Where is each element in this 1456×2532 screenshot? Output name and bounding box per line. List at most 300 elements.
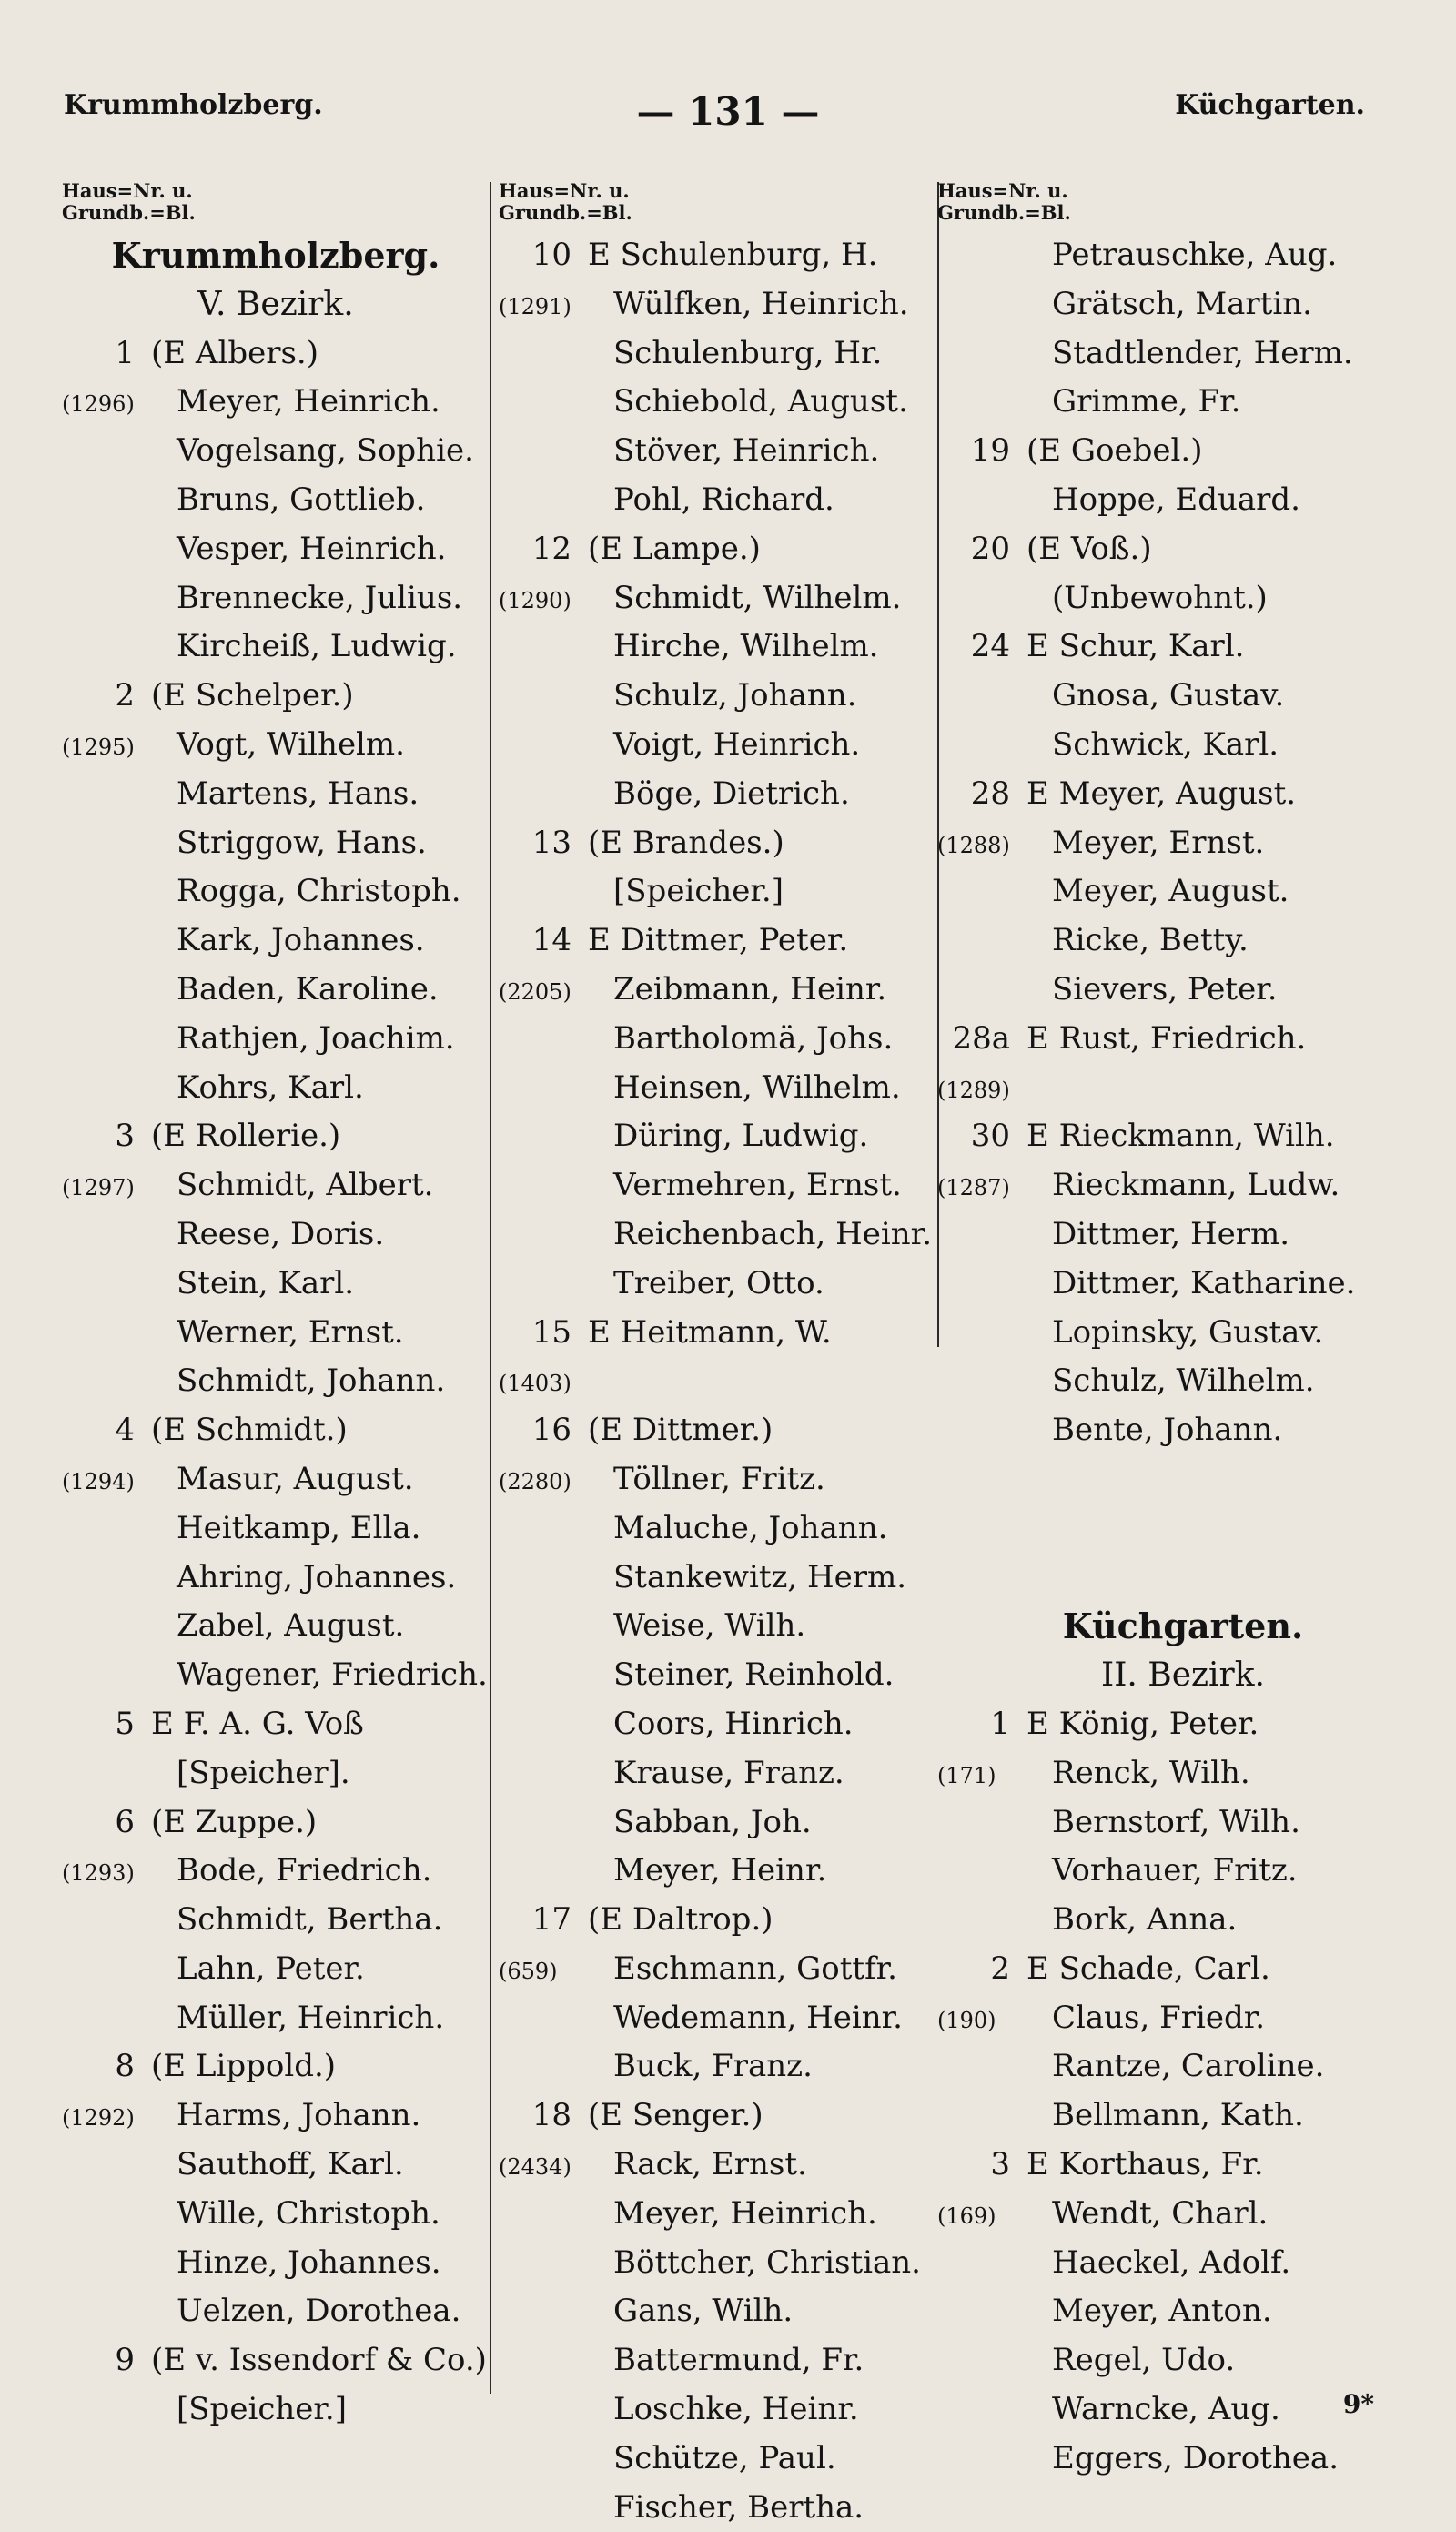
- column-head-line: Grundb.=Bl.: [937, 201, 1071, 224]
- list-item: [62, 1504, 490, 1554]
- resident-name: Schütze, Paul.: [613, 2439, 836, 2476]
- resident-name: Ahring, Johannes.: [177, 1558, 457, 1595]
- list-item: [62, 329, 490, 379]
- list-item: [499, 917, 935, 966]
- resident-name: Bode, Friedrich.: [177, 1852, 432, 1889]
- list-item: [62, 867, 490, 917]
- resident-name: Müller, Heinrich.: [177, 1999, 445, 2036]
- house-number: 2: [990, 1950, 1010, 1987]
- list-item: [62, 1357, 490, 1406]
- running-head-left: Krummholzberg.: [64, 89, 323, 121]
- resident-name: Meyer, Heinr.: [613, 1852, 827, 1889]
- list-item: [499, 721, 935, 770]
- resident-name: Kohrs, Karl.: [177, 1069, 364, 1106]
- list-item: [499, 280, 935, 329]
- resident-name: Uelzen, Dorothea.: [177, 2293, 461, 2330]
- house-number: 6: [115, 1803, 135, 1840]
- list-item: [937, 1945, 1429, 1994]
- resident-name: (Unbewohnt.): [1052, 579, 1268, 616]
- list-item: [499, 1504, 935, 1554]
- house-number: 10: [531, 237, 571, 273]
- resident-name: (E Voß.): [1026, 530, 1152, 567]
- resident-name: Stein, Karl.: [177, 1264, 355, 1301]
- house-number: 16: [531, 1412, 571, 1449]
- resident-name: Schmidt, Johann.: [177, 1362, 446, 1400]
- list-item: [62, 1896, 490, 1945]
- resident-name: Meyer, Heinrich.: [613, 2194, 877, 2232]
- list-item: [499, 427, 935, 476]
- entry-list: [937, 231, 1429, 2484]
- house-number: 28a: [952, 1019, 1010, 1057]
- resident-name: Vermehren, Ernst.: [613, 1167, 902, 1204]
- resident-name: (E Lampe.): [588, 530, 761, 567]
- resident-name: Bernstorf, Wilh.: [1052, 1803, 1300, 1840]
- list-item: [62, 1406, 490, 1455]
- list-item: [937, 1161, 1429, 1210]
- resident-name: (E v. Issendorf & Co.): [151, 2342, 487, 2379]
- land-register-number: (1292): [62, 2105, 135, 2132]
- resident-name: Rieckmann, Ludw.: [1052, 1167, 1340, 1204]
- resident-name: Heinsen, Wilhelm.: [613, 1069, 901, 1106]
- resident-name: E Meyer, August.: [1026, 775, 1297, 812]
- resident-name: Rogga, Christoph.: [177, 873, 461, 910]
- resident-name: Bork, Anna.: [1052, 1901, 1238, 1939]
- resident-name: Dittmer, Herm.: [1052, 1215, 1290, 1252]
- resident-name: Fischer, Bertha.: [613, 2488, 864, 2526]
- resident-name: Böttcher, Christian.: [613, 2243, 921, 2281]
- list-item: [499, 476, 935, 525]
- list-item: [937, 525, 1429, 574]
- list-item: [499, 1651, 935, 1700]
- resident-name: Gans, Wilh.: [613, 2293, 794, 2330]
- list-item: [937, 721, 1429, 770]
- resident-name: Wülfken, Heinrich.: [613, 285, 909, 322]
- column-head-line: Haus=Nr. u.: [937, 179, 1068, 202]
- list-item: [62, 1309, 490, 1358]
- resident-name: Rack, Ernst.: [613, 2146, 807, 2183]
- list-item: [937, 2091, 1429, 2141]
- list-item: [499, 672, 935, 721]
- resident-name: Lahn, Peter.: [177, 1950, 365, 1987]
- land-register-number: (1290): [499, 587, 571, 613]
- resident-name: Pohl, Richard.: [613, 481, 834, 518]
- blank-line: [937, 1554, 1429, 1603]
- resident-name: Claus, Friedr.: [1052, 1999, 1266, 2036]
- land-register-number: (1294): [62, 1468, 135, 1494]
- resident-name: Vorhauer, Fritz.: [1052, 1852, 1298, 1889]
- house-number: 14: [531, 922, 571, 959]
- land-register-number: (1403): [499, 1371, 571, 1397]
- resident-name: (E Albers.): [151, 334, 318, 371]
- resident-name: Reichenbach, Heinr.: [613, 1215, 933, 1252]
- resident-name: Zabel, August.: [177, 1607, 405, 1645]
- resident-name: Vesper, Heinrich.: [177, 530, 447, 567]
- list-item: [937, 917, 1429, 966]
- list-item: [62, 966, 490, 1015]
- resident-name: Töllner, Fritz.: [613, 1460, 825, 1497]
- resident-name: Rantze, Caroline.: [1052, 2048, 1325, 2085]
- resident-name: Baden, Karoline.: [177, 970, 439, 1008]
- list-item: [62, 819, 490, 868]
- land-register-number: (2280): [499, 1468, 571, 1494]
- resident-name: Schiebold, August.: [613, 383, 908, 420]
- list-item: [499, 1309, 935, 1358]
- list-item: [499, 1064, 935, 1113]
- list-item: [937, 2042, 1429, 2091]
- list-item: [499, 1749, 935, 1798]
- column-3: [937, 180, 1429, 2484]
- land-register-number: (2205): [499, 978, 571, 1005]
- list-item: [499, 1112, 935, 1161]
- list-item: [62, 1749, 490, 1798]
- resident-name: (E Rollerie.): [151, 1118, 341, 1155]
- list-item: [62, 525, 490, 574]
- list-item: [62, 672, 490, 721]
- resident-name: Grätsch, Martin.: [1052, 285, 1312, 322]
- resident-name: Böge, Dietrich.: [613, 775, 850, 812]
- resident-name: Voigt, Heinrich.: [613, 725, 861, 763]
- column-head: [62, 180, 490, 224]
- list-item: [62, 1112, 490, 1161]
- list-item: [499, 2484, 935, 2532]
- house-number: 8: [115, 2048, 135, 2085]
- house-number: 5: [115, 1705, 135, 1742]
- resident-name: Krause, Franz.: [613, 1754, 844, 1791]
- resident-name: Vogelsang, Sophie.: [177, 432, 474, 470]
- list-item: [499, 2435, 935, 2484]
- list-item: [937, 574, 1429, 623]
- list-item: [937, 1015, 1429, 1064]
- resident-name: E Dittmer, Peter.: [588, 922, 849, 959]
- sheet-signature: 9*: [1342, 2389, 1374, 2419]
- list-item: [62, 2042, 490, 2091]
- list-item: [499, 966, 935, 1015]
- list-item: [62, 2287, 490, 2336]
- list-item: [937, 1309, 1429, 1358]
- house-number: 24: [970, 628, 1010, 665]
- land-register-number: (169): [937, 2203, 996, 2229]
- list-item: [499, 1945, 935, 1994]
- resident-name: Steiner, Reinhold.: [613, 1656, 895, 1694]
- list-item: [499, 770, 935, 819]
- district-label: V. Bezirk.: [197, 285, 354, 323]
- list-item: [62, 1700, 490, 1749]
- resident-name: Regel, Udo.: [1052, 2342, 1236, 2379]
- resident-name: Buck, Franz.: [613, 2048, 813, 2085]
- entry-list: [499, 231, 935, 2532]
- resident-name: Gnosa, Gustav.: [1052, 677, 1285, 714]
- resident-name: [Speicher.]: [177, 2391, 347, 2428]
- resident-name: Wedemann, Heinr.: [613, 1999, 903, 2036]
- resident-name: Meyer, Anton.: [1052, 2293, 1272, 2330]
- list-item: [499, 1406, 935, 1455]
- house-number: 9: [115, 2342, 135, 2379]
- list-item: [499, 819, 935, 868]
- resident-name: Weise, Wilh.: [613, 1607, 806, 1645]
- land-register-number: (659): [499, 1958, 558, 1984]
- resident-name: Schmidt, Wilhelm.: [613, 579, 902, 616]
- resident-name: Hirche, Wilhelm.: [613, 628, 879, 665]
- resident-name: [Speicher.]: [613, 873, 784, 910]
- resident-name: Zeibmann, Heinr.: [613, 970, 887, 1008]
- resident-name: (E Brandes.): [588, 824, 784, 861]
- house-number: 4: [115, 1412, 135, 1449]
- list-item: [937, 1847, 1429, 1896]
- resident-name: (E Schmidt.): [151, 1412, 348, 1449]
- list-item: [499, 623, 935, 672]
- house-number: 19: [970, 432, 1010, 470]
- list-item: [937, 1749, 1429, 1798]
- list-item: [62, 1161, 490, 1210]
- resident-name: (E Dittmer.): [588, 1412, 774, 1449]
- list-item: [937, 623, 1429, 672]
- list-item: [62, 2190, 490, 2239]
- house-number: 17: [531, 1901, 571, 1939]
- list-item: [62, 1455, 490, 1504]
- running-head-right: Küchgarten.: [1175, 89, 1365, 121]
- list-item: [499, 2190, 935, 2239]
- list-item: [62, 2091, 490, 2141]
- resident-name: Haeckel, Adolf.: [1052, 2243, 1291, 2281]
- list-item: [62, 721, 490, 770]
- list-item: [62, 623, 490, 672]
- list-item: [937, 966, 1429, 1015]
- list-item: [937, 1994, 1429, 2043]
- list-item: [937, 1357, 1429, 1406]
- resident-name: Vogt, Wilhelm.: [177, 725, 405, 763]
- house-number: 13: [531, 824, 571, 861]
- resident-name: Bente, Johann.: [1052, 1412, 1283, 1449]
- list-item: [937, 1260, 1429, 1309]
- resident-name: Coors, Hinrich.: [613, 1705, 854, 1742]
- list-item: [62, 1994, 490, 2043]
- resident-name: Ricke, Betty.: [1052, 922, 1249, 959]
- list-item: [499, 1700, 935, 1749]
- land-register-number: (1293): [62, 1860, 135, 1887]
- resident-name: [Speicher].: [177, 1754, 350, 1791]
- list-item: [62, 2239, 490, 2288]
- house-number: 3: [115, 1118, 135, 1155]
- entry-list: [62, 231, 490, 2435]
- resident-name: Hoppe, Eduard.: [1052, 481, 1300, 518]
- land-register-number: (1289): [937, 1077, 1010, 1103]
- list-item: [499, 1161, 935, 1210]
- resident-name: (E Goebel.): [1026, 432, 1203, 470]
- resident-name: Stankewitz, Herm.: [613, 1558, 907, 1595]
- blank-line: [937, 1504, 1429, 1554]
- list-item: [937, 2190, 1429, 2239]
- resident-name: Battermund, Fr.: [613, 2342, 864, 2379]
- resident-name: Heitkamp, Ella.: [177, 1509, 421, 1546]
- resident-name: Grimme, Fr.: [1052, 383, 1241, 420]
- list-item: [62, 1260, 490, 1309]
- resident-name: (E Senger.): [588, 2097, 763, 2134]
- resident-name: Sauthoff, Karl.: [177, 2146, 404, 2183]
- column-head-line: Haus=Nr. u.: [499, 179, 630, 202]
- resident-name: Stöver, Heinrich.: [613, 432, 880, 470]
- list-item: [499, 1896, 935, 1945]
- list-item: [62, 476, 490, 525]
- column-head-line: Grundb.=Bl.: [62, 201, 196, 224]
- list-item: [937, 2435, 1429, 2484]
- list-item: [499, 1210, 935, 1260]
- resident-name: (E Lippold.): [151, 2048, 337, 2085]
- list-item: [937, 1112, 1429, 1161]
- house-number: 12: [531, 530, 571, 567]
- list-item: [499, 1554, 935, 1603]
- resident-name: E Heitmann, W.: [588, 1313, 832, 1351]
- list-item: [62, 2336, 490, 2385]
- list-item: [499, 2239, 935, 2288]
- resident-name: Kircheiß, Ludwig.: [177, 628, 457, 665]
- resident-name: Schwick, Karl.: [1052, 725, 1279, 763]
- resident-name: E Schur, Karl.: [1026, 628, 1245, 665]
- list-item: [62, 1554, 490, 1603]
- resident-name: Martens, Hans.: [177, 775, 420, 812]
- street-title: Küchgarten.: [1062, 1605, 1304, 1647]
- land-register-number: (1295): [62, 734, 135, 760]
- resident-name: Meyer, Ernst.: [1052, 824, 1265, 861]
- land-register-number: (171): [937, 1762, 996, 1788]
- land-register-number: (1288): [937, 832, 1010, 858]
- list-item: [62, 1945, 490, 1994]
- list-item: [62, 378, 490, 427]
- resident-name: Reese, Doris.: [177, 1215, 385, 1252]
- list-item: [937, 2287, 1429, 2336]
- list-item: [937, 231, 1429, 280]
- resident-name: Düring, Ludwig.: [613, 1118, 869, 1155]
- list-item: [62, 427, 490, 476]
- resident-name: (E Schelper.): [151, 677, 354, 714]
- list-item: [937, 2336, 1429, 2385]
- resident-name: E F. A. G. Voß: [151, 1705, 364, 1742]
- land-register-number: (190): [937, 2007, 996, 2033]
- list-item: [62, 1798, 490, 1848]
- resident-name: E Rust, Friedrich.: [1026, 1019, 1307, 1057]
- resident-name: Warncke, Aug.: [1052, 2391, 1280, 2428]
- resident-name: Schmidt, Albert.: [177, 1167, 434, 1204]
- list-item: [499, 1357, 935, 1406]
- resident-name: Wendt, Charl.: [1052, 2194, 1269, 2232]
- column-2: [499, 180, 935, 2532]
- list-item: [62, 1602, 490, 1651]
- resident-name: Kark, Johannes.: [177, 922, 425, 959]
- list-item: [62, 2141, 490, 2190]
- list-item: [937, 672, 1429, 721]
- column-1: [62, 180, 490, 2435]
- list-item: [62, 770, 490, 819]
- list-item: [499, 1015, 935, 1064]
- list-item: [62, 2385, 490, 2435]
- list-item: [937, 2141, 1429, 2190]
- resident-name: Stadtlender, Herm.: [1052, 334, 1353, 371]
- resident-name: (E Daltrop.): [588, 1901, 774, 1939]
- house-number: 2: [115, 677, 135, 714]
- resident-name: Meyer, Heinrich.: [177, 383, 440, 420]
- land-register-number: (1291): [499, 293, 571, 319]
- list-item: [499, 867, 935, 917]
- resident-name: Maluche, Johann.: [613, 1509, 888, 1546]
- column-head: [499, 180, 935, 224]
- list-item: [499, 2385, 935, 2435]
- house-number: 3: [990, 2146, 1010, 2183]
- resident-name: Schulz, Wilhelm.: [1052, 1362, 1315, 1400]
- list-item: [499, 1260, 935, 1309]
- resident-name: Petrauschke, Aug.: [1052, 237, 1338, 273]
- column-head: [937, 180, 1429, 224]
- resident-name: Harms, Johann.: [177, 2097, 421, 2134]
- list-item: [499, 2141, 935, 2190]
- list-item: [62, 1064, 490, 1113]
- list-item: [499, 2091, 935, 2141]
- list-item: [499, 329, 935, 379]
- district-label: II. Bezirk.: [1100, 1656, 1266, 1695]
- resident-name: Wagener, Friedrich.: [177, 1656, 488, 1694]
- house-number: 20: [970, 530, 1010, 567]
- blank-line: [937, 1455, 1429, 1504]
- resident-name: Lopinsky, Gustav.: [1052, 1313, 1324, 1351]
- list-item: [62, 1015, 490, 1064]
- list-item: [62, 1210, 490, 1260]
- resident-name: Dittmer, Katharine.: [1052, 1264, 1356, 1301]
- list-item: [62, 1847, 490, 1896]
- resident-name: Renck, Wilh.: [1052, 1754, 1250, 1791]
- resident-name: Schulz, Johann.: [613, 677, 857, 714]
- list-item: [937, 378, 1429, 427]
- resident-name: Sievers, Peter.: [1052, 970, 1278, 1008]
- resident-name: E Schade, Carl.: [1026, 1950, 1270, 1987]
- page-number: — 131 —: [636, 89, 820, 134]
- resident-name: E Schulenburg, H.: [588, 237, 878, 273]
- list-item: [937, 1798, 1429, 1848]
- land-register-number: (1297): [62, 1175, 135, 1201]
- resident-name: Treiber, Otto.: [613, 1264, 824, 1301]
- list-item: [499, 1455, 935, 1504]
- resident-name: E König, Peter.: [1026, 1705, 1259, 1742]
- resident-name: Loschke, Heinr.: [613, 2391, 859, 2428]
- resident-name: Schmidt, Bertha.: [177, 1901, 443, 1939]
- list-item: [937, 819, 1429, 868]
- resident-name: Meyer, August.: [1052, 873, 1289, 910]
- resident-name: Brennecke, Julius.: [177, 579, 463, 616]
- land-register-number: (1296): [62, 391, 135, 418]
- list-item: [62, 574, 490, 623]
- list-item: [499, 231, 935, 280]
- resident-name: Eschmann, Gottfr.: [613, 1950, 897, 1987]
- list-item: [937, 1210, 1429, 1260]
- list-item: [937, 476, 1429, 525]
- resident-name: Sabban, Joh.: [613, 1803, 812, 1840]
- list-item: [499, 2287, 935, 2336]
- column-head-line: Grundb.=Bl.: [499, 201, 632, 224]
- resident-name: Hinze, Johannes.: [177, 2243, 441, 2281]
- list-item: [937, 2239, 1429, 2288]
- list-item: [499, 1602, 935, 1651]
- list-item: [937, 280, 1429, 329]
- list-item: [937, 1896, 1429, 1945]
- list-item: [499, 1994, 935, 2043]
- list-item: [499, 378, 935, 427]
- house-number: 15: [531, 1313, 571, 1351]
- list-item: [937, 1700, 1429, 1749]
- land-register-number: (1287): [937, 1175, 1010, 1201]
- resident-name: Bruns, Gottlieb.: [177, 481, 426, 518]
- resident-name: Bartholomä, Johs.: [613, 1019, 894, 1057]
- resident-name: Schulenburg, Hr.: [613, 334, 883, 371]
- list-item: [937, 427, 1429, 476]
- house-number: 1: [990, 1705, 1010, 1742]
- list-item: [937, 1064, 1429, 1113]
